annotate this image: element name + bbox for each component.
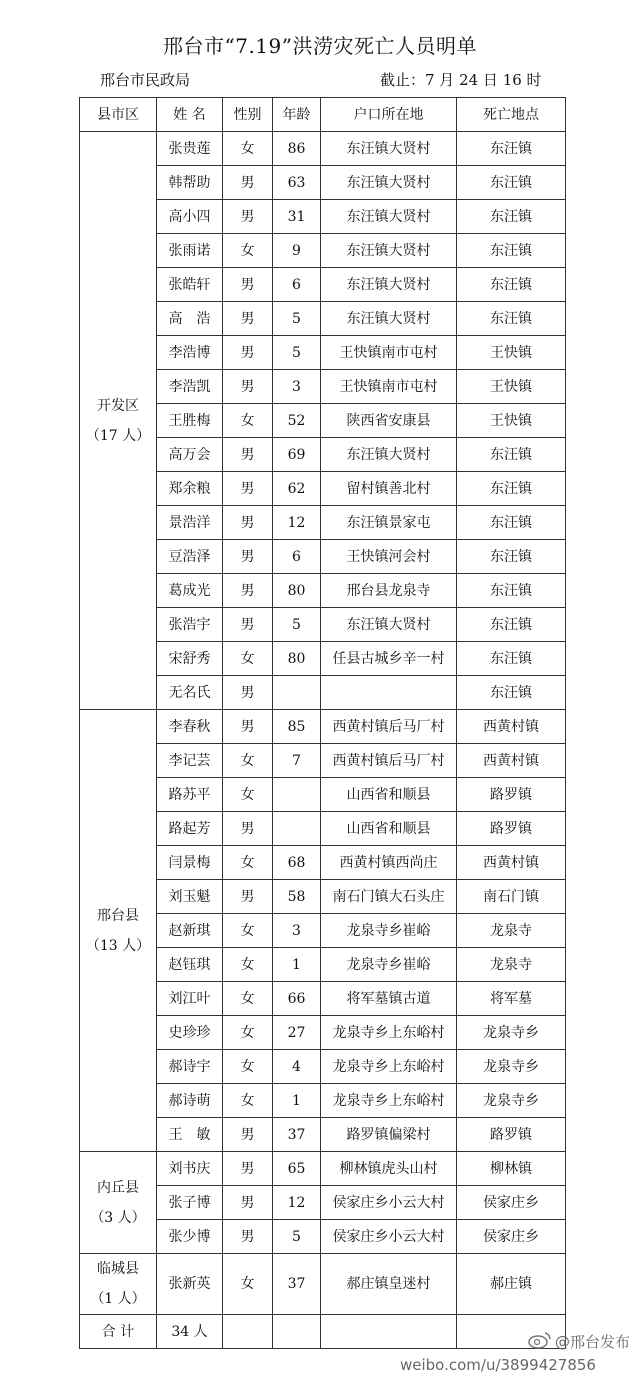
- gender-cell: 男: [223, 506, 273, 540]
- gender-cell: 女: [223, 1016, 273, 1050]
- hukou-cell: 山西省和顺县: [321, 778, 457, 812]
- place-of-death-cell: 东汪镇: [457, 506, 566, 540]
- place-of-death-cell: 王快镇: [457, 370, 566, 404]
- age-cell: 31: [273, 200, 321, 234]
- person-name-cell: 李浩凯: [157, 370, 223, 404]
- total-row: [80, 1315, 566, 1349]
- gender-cell: 男: [223, 438, 273, 472]
- table-row: [80, 1254, 566, 1315]
- age-cell: 58: [273, 880, 321, 914]
- page-title: 邢台市“7.19”洪涝灾死亡人员明单: [163, 34, 477, 58]
- person-name-cell: 张新英: [157, 1254, 223, 1315]
- hukou-cell: 王快镇河会村: [321, 540, 457, 574]
- gender-cell: 女: [223, 914, 273, 948]
- place-of-death-cell: 东汪镇: [457, 166, 566, 200]
- hukou-cell: 龙泉寺乡上东峪村: [321, 1016, 457, 1050]
- place-of-death-cell: 东汪镇: [457, 540, 566, 574]
- gender-cell: 男: [223, 608, 273, 642]
- hukou-cell: 任县古城乡辛一村: [321, 642, 457, 676]
- person-name-cell: 刘江叶: [157, 982, 223, 1016]
- header-gender: 性别: [223, 98, 273, 132]
- place-of-death-cell: 东汪镇: [457, 132, 566, 166]
- gender-cell: 女: [223, 1254, 273, 1315]
- place-of-death-cell: 西黄村镇: [457, 744, 566, 778]
- place-of-death-cell: 侯家庄乡: [457, 1220, 566, 1254]
- hukou-cell: 王快镇南市屯村: [321, 336, 457, 370]
- hukou-cell: 侯家庄乡小云大村: [321, 1220, 457, 1254]
- county-name: 内丘县: [97, 1179, 139, 1196]
- age-cell: [273, 778, 321, 812]
- header-hukou: 户口所在地: [321, 98, 457, 132]
- person-name-cell: 张浩宇: [157, 608, 223, 642]
- county-cell: [80, 1152, 157, 1254]
- place-of-death-cell: 龙泉寺乡: [457, 1016, 566, 1050]
- hukou-cell: 邢台县龙泉寺: [321, 574, 457, 608]
- person-name-cell: 郝诗宇: [157, 1050, 223, 1084]
- hukou-cell: 郝庄镇皇迷村: [321, 1254, 457, 1315]
- age-cell: 66: [273, 982, 321, 1016]
- age-cell: 68: [273, 846, 321, 880]
- age-cell: 65: [273, 1152, 321, 1186]
- age-cell: 3: [273, 914, 321, 948]
- person-name-cell: 宋舒秀: [157, 642, 223, 676]
- gender-cell: 女: [223, 744, 273, 778]
- person-name-cell: 韩帮助: [157, 166, 223, 200]
- table-row: [80, 132, 566, 166]
- place-of-death-cell: 西黄村镇: [457, 846, 566, 880]
- gender-cell: 男: [223, 200, 273, 234]
- age-cell: 80: [273, 574, 321, 608]
- person-name-cell: 李记芸: [157, 744, 223, 778]
- gender-cell: 男: [223, 166, 273, 200]
- hukou-cell: 王快镇南市屯村: [321, 370, 457, 404]
- place-of-death-cell: 将军墓: [457, 982, 566, 1016]
- gender-cell: 女: [223, 642, 273, 676]
- gender-cell: 女: [223, 1050, 273, 1084]
- hukou-cell: 路罗镇偏梁村: [321, 1118, 457, 1152]
- person-name-cell: 高万会: [157, 438, 223, 472]
- age-cell: 27: [273, 1016, 321, 1050]
- county-cell: [80, 132, 157, 710]
- hukou-cell: 龙泉寺乡崔峪: [321, 948, 457, 982]
- gender-cell: 男: [223, 302, 273, 336]
- age-cell: [273, 676, 321, 710]
- hukou-cell: 东汪镇大贤村: [321, 234, 457, 268]
- hukou-cell: 龙泉寺乡上东峪村: [321, 1050, 457, 1084]
- gender-cell: 男: [223, 676, 273, 710]
- person-name-cell: 李浩博: [157, 336, 223, 370]
- age-cell: 85: [273, 710, 321, 744]
- table-row: [80, 1152, 566, 1186]
- person-name-cell: 张子博: [157, 1186, 223, 1220]
- table-row: [80, 710, 566, 744]
- person-name-cell: 李春秋: [157, 710, 223, 744]
- person-name-cell: 王胜梅: [157, 404, 223, 438]
- hukou-cell: 东汪镇大贤村: [321, 166, 457, 200]
- as-of-timestamp: 截止：7 月 24 日 16 时: [380, 71, 542, 89]
- hukou-cell: 龙泉寺乡崔峪: [321, 914, 457, 948]
- person-name-cell: 豆浩泽: [157, 540, 223, 574]
- person-name-cell: 闫景梅: [157, 846, 223, 880]
- age-cell: 5: [273, 336, 321, 370]
- gender-cell: 女: [223, 846, 273, 880]
- age-cell: 7: [273, 744, 321, 778]
- age-cell: 1: [273, 1084, 321, 1118]
- county-name: 开发区: [97, 397, 139, 414]
- place-of-death-cell: 东汪镇: [457, 438, 566, 472]
- gender-cell: 女: [223, 948, 273, 982]
- casualty-table: [79, 97, 566, 1349]
- gender-cell: 男: [223, 472, 273, 506]
- place-of-death-cell: 东汪镇: [457, 574, 566, 608]
- age-cell: 86: [273, 132, 321, 166]
- weibo-icon: [528, 1331, 552, 1349]
- person-name-cell: 赵钰琪: [157, 948, 223, 982]
- hukou-cell: 柳林镇虎头山村: [321, 1152, 457, 1186]
- place-of-death-cell: 东汪镇: [457, 302, 566, 336]
- county-cell: [80, 1254, 157, 1315]
- place-of-death-cell: 东汪镇: [457, 268, 566, 302]
- county-name: 邢台县: [97, 907, 139, 924]
- age-cell: 6: [273, 268, 321, 302]
- person-name-cell: 史珍珍: [157, 1016, 223, 1050]
- place-of-death-cell: 东汪镇: [457, 234, 566, 268]
- hukou-cell: 龙泉寺乡上东峪村: [321, 1084, 457, 1118]
- place-of-death-cell: 西黄村镇: [457, 710, 566, 744]
- county-count: （3 人）: [90, 1209, 146, 1226]
- place-of-death-cell: 王快镇: [457, 404, 566, 438]
- hukou-cell: 西黄村镇后马厂村: [321, 744, 457, 778]
- gender-cell: 女: [223, 404, 273, 438]
- total-empty-cell: [223, 1315, 273, 1349]
- person-name-cell: 刘玉魁: [157, 880, 223, 914]
- person-name-cell: 张雨诺: [157, 234, 223, 268]
- hukou-cell: 南石门镇大石头庄: [321, 880, 457, 914]
- header-name: 姓 名: [157, 98, 223, 132]
- place-of-death-cell: 龙泉寺: [457, 914, 566, 948]
- watermark-handle: @邢台发布: [555, 1333, 631, 1351]
- place-of-death-cell: 路罗镇: [457, 778, 566, 812]
- total-value: 34 人: [157, 1315, 223, 1349]
- age-cell: [273, 812, 321, 846]
- county-count: （13 人）: [85, 937, 151, 954]
- hukou-cell: 东汪镇大贤村: [321, 200, 457, 234]
- hukou-cell: 东汪镇大贤村: [321, 438, 457, 472]
- place-of-death-cell: 东汪镇: [457, 200, 566, 234]
- person-name-cell: 张贵莲: [157, 132, 223, 166]
- age-cell: 37: [273, 1254, 321, 1315]
- county-count: （1 人）: [90, 1291, 146, 1307]
- gender-cell: 男: [223, 540, 273, 574]
- header-age: 年龄: [273, 98, 321, 132]
- place-of-death-cell: 龙泉寺: [457, 948, 566, 982]
- person-name-cell: 赵新琪: [157, 914, 223, 948]
- person-name-cell: 高 浩: [157, 302, 223, 336]
- person-name-cell: 郝诗萌: [157, 1084, 223, 1118]
- person-name-cell: 刘书庆: [157, 1152, 223, 1186]
- gender-cell: 女: [223, 1084, 273, 1118]
- person-name-cell: 张皓轩: [157, 268, 223, 302]
- place-of-death-cell: 柳林镇: [457, 1152, 566, 1186]
- hukou-cell: 侯家庄乡小云大村: [321, 1186, 457, 1220]
- county-name: 临城县: [97, 1261, 139, 1277]
- age-cell: 69: [273, 438, 321, 472]
- county-cell: [80, 710, 157, 1152]
- person-name-cell: 高小四: [157, 200, 223, 234]
- person-name-cell: 王 敏: [157, 1118, 223, 1152]
- age-cell: 62: [273, 472, 321, 506]
- gender-cell: 男: [223, 1186, 273, 1220]
- age-cell: 1: [273, 948, 321, 982]
- hukou-cell: 山西省和顺县: [321, 812, 457, 846]
- place-of-death-cell: 东汪镇: [457, 642, 566, 676]
- place-of-death-cell: 东汪镇: [457, 472, 566, 506]
- age-cell: 5: [273, 608, 321, 642]
- hukou-cell: 陕西省安康县: [321, 404, 457, 438]
- person-name-cell: 路苏平: [157, 778, 223, 812]
- hukou-cell: [321, 676, 457, 710]
- age-cell: 6: [273, 540, 321, 574]
- issuer-label: 邢台市民政局: [100, 71, 191, 89]
- age-cell: 12: [273, 506, 321, 540]
- age-cell: 63: [273, 166, 321, 200]
- casualty-table-body: [80, 132, 566, 1315]
- age-cell: 5: [273, 302, 321, 336]
- place-of-death-cell: 路罗镇: [457, 812, 566, 846]
- gender-cell: 女: [223, 132, 273, 166]
- person-name-cell: 无名氏: [157, 676, 223, 710]
- hukou-cell: 东汪镇大贤村: [321, 302, 457, 336]
- gender-cell: 女: [223, 234, 273, 268]
- place-of-death-cell: 郝庄镇: [457, 1254, 566, 1315]
- gender-cell: 女: [223, 982, 273, 1016]
- age-cell: 9: [273, 234, 321, 268]
- total-empty-cell: [273, 1315, 321, 1349]
- age-cell: 12: [273, 1186, 321, 1220]
- place-of-death-cell: 王快镇: [457, 336, 566, 370]
- person-name-cell: 张少博: [157, 1220, 223, 1254]
- hukou-cell: 东汪镇大贤村: [321, 132, 457, 166]
- age-cell: 5: [273, 1220, 321, 1254]
- gender-cell: 男: [223, 880, 273, 914]
- gender-cell: 男: [223, 1118, 273, 1152]
- place-of-death-cell: 东汪镇: [457, 676, 566, 710]
- gender-cell: 男: [223, 336, 273, 370]
- person-name-cell: 景浩洋: [157, 506, 223, 540]
- hukou-cell: 西黄村镇后马厂村: [321, 710, 457, 744]
- total-label: 合 计: [80, 1315, 157, 1349]
- hukou-cell: 留村镇善北村: [321, 472, 457, 506]
- hukou-cell: 将军墓镇古道: [321, 982, 457, 1016]
- place-of-death-cell: 侯家庄乡: [457, 1186, 566, 1220]
- place-of-death-cell: 龙泉寺乡: [457, 1050, 566, 1084]
- hukou-cell: 东汪镇大贤村: [321, 268, 457, 302]
- place-of-death-cell: 南石门镇: [457, 880, 566, 914]
- age-cell: 80: [273, 642, 321, 676]
- total-empty-cell: [321, 1315, 457, 1349]
- place-of-death-cell: 路罗镇: [457, 1118, 566, 1152]
- age-cell: 37: [273, 1118, 321, 1152]
- header-place: 死亡地点: [457, 98, 566, 132]
- gender-cell: 男: [223, 574, 273, 608]
- hukou-cell: 东汪镇景家屯: [321, 506, 457, 540]
- header-row: [80, 98, 566, 132]
- person-name-cell: 路起芳: [157, 812, 223, 846]
- header-county: 县市区: [80, 98, 157, 132]
- age-cell: 3: [273, 370, 321, 404]
- gender-cell: 男: [223, 268, 273, 302]
- hukou-cell: 东汪镇大贤村: [321, 608, 457, 642]
- age-cell: 4: [273, 1050, 321, 1084]
- place-of-death-cell: 龙泉寺乡: [457, 1084, 566, 1118]
- gender-cell: 女: [223, 778, 273, 812]
- gender-cell: 男: [223, 1152, 273, 1186]
- county-count: （17 人）: [85, 427, 151, 444]
- gender-cell: 男: [223, 710, 273, 744]
- place-of-death-cell: 东汪镇: [457, 608, 566, 642]
- age-cell: 52: [273, 404, 321, 438]
- gender-cell: 男: [223, 1220, 273, 1254]
- person-name-cell: 郑余粮: [157, 472, 223, 506]
- gender-cell: 男: [223, 370, 273, 404]
- hukou-cell: 西黄村镇西尚庄: [321, 846, 457, 880]
- person-name-cell: 葛成光: [157, 574, 223, 608]
- gender-cell: 男: [223, 812, 273, 846]
- watermark-url: weibo.com/u/3899427856: [400, 1356, 596, 1374]
